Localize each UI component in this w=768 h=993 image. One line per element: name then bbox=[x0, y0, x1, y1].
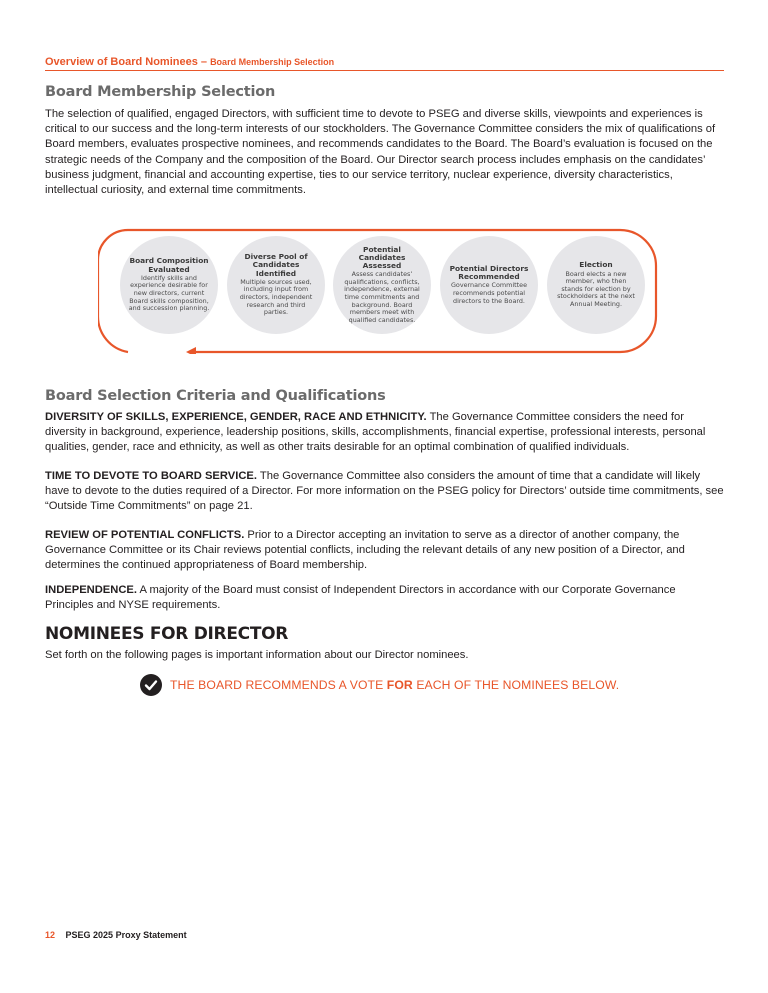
rec-post: EACH OF THE NOMINEES BELOW. bbox=[412, 678, 620, 692]
header-subtitle: Board Membership Selection bbox=[210, 57, 335, 67]
step-title: Potential Candidates Assessed bbox=[358, 244, 406, 271]
document-title: PSEG 2025 Proxy Statement bbox=[65, 930, 187, 940]
checkmark-icon bbox=[140, 674, 162, 696]
criteria-text: Prior to a Director accepting an invitation to serve as a director of another company, the Governance Committee or its Chair reviews potential conflicts, including the relevant details of any new position of a Director, and determines the continued appropriateness of Board membership. bbox=[45, 529, 685, 572]
criteria-label: INDEPENDENCE. bbox=[45, 584, 138, 596]
page-number: 12 bbox=[45, 930, 56, 940]
criteria-item bbox=[45, 410, 725, 456]
criteria-item bbox=[45, 583, 725, 613]
page-footer bbox=[45, 930, 187, 940]
criteria-text: The Governance Committee considers the need for diversity in background, experience, leadership positions, skills, accomplishments, financial expertise, professional interests, personal qualities, gender, race and ethnicity, as well as other traits desirable for an optimal combination of qualified individuals. bbox=[45, 411, 706, 454]
process-step bbox=[227, 236, 325, 334]
step-title: Potential Directors Recommended bbox=[449, 263, 529, 282]
step-desc: Identify skills and experience desirable for new directors, current Board skills composition, and succession planning. bbox=[128, 273, 210, 313]
process-step bbox=[547, 236, 645, 334]
step-desc: Multiple sources used, including input from directors, independent research and third parties. bbox=[239, 277, 313, 317]
criteria-text: A majority of the Board must consist of Independent Directors in accordance with our Corporate Governance Principles and NYSE requirements. bbox=[45, 584, 676, 612]
arrow-head bbox=[186, 347, 196, 354]
rec-bold: FOR bbox=[386, 678, 413, 692]
step-desc: Board elects a new member, who then stands for election by stockholders at the next Annual Meeting. bbox=[557, 269, 635, 308]
criteria-label: DIVERSITY OF SKILLS, EXPERIENCE, GENDER, RACE AND ETHNICITY. bbox=[45, 411, 427, 423]
section-heading-criteria: Board Selection Criteria and Qualifications bbox=[45, 388, 386, 404]
criteria-item bbox=[45, 528, 725, 574]
step-desc: Assess candidates’ qualifications, conflicts, independence, external time commitments and background. Board members meet with qualified candidates. bbox=[344, 270, 420, 324]
step-desc: Governance Committee recommends potential directors to the Board. bbox=[450, 281, 528, 305]
criteria-text: The Governance Committee also considers the amount of time that a candidate will likely have to devote to the duties required of a Director. For more information on the PSEG policy for Directors’ outside time commitments, see “Outside Time Commitments” on page 21. bbox=[45, 470, 724, 513]
process-step bbox=[440, 236, 538, 334]
rec-pre: THE BOARD RECOMMENDS A VOTE bbox=[170, 678, 387, 692]
criteria-label: REVIEW OF POTENTIAL CONFLICTS. bbox=[45, 529, 245, 541]
board-recommendation bbox=[140, 672, 619, 698]
nominees-heading: NOMINEES FOR DIRECTOR bbox=[45, 624, 289, 644]
step-title: Diverse Pool of Candidates Identified bbox=[244, 252, 308, 278]
membership-paragraph: The selection of qualified, engaged Directors, with sufficient time to devote to PSEG and diverse skills, viewpoints and experiences is critical to our success and the long-term interests of our stockholders. The Governance Committee considers the mix of qualifications of Board members, evaluates prospective nominees, and recommends candidates to the Board. The Board’s evaluation is focused on the strategic needs of the Company and the composition of the Board. Our Director search process includes emphasis on the candidates’ business judgment, financial and accounting expertise, ties to our service territory, nuclear experience, diversity characteristics, intellectual curiosity, and external time commitments. bbox=[45, 108, 716, 197]
nominees-intro: Set forth on the following pages is important information about our Director nominees. bbox=[45, 649, 469, 661]
criteria-label: TIME TO DEVOTE TO BOARD SERVICE. bbox=[45, 470, 257, 482]
process-step bbox=[333, 236, 431, 334]
recommendation-text bbox=[170, 678, 619, 692]
process-step bbox=[120, 236, 218, 334]
step-title: Election bbox=[579, 260, 613, 270]
step-title: Board Composition Evaluated bbox=[129, 256, 209, 274]
criteria-item bbox=[45, 469, 725, 515]
header-title: Overview of Board Nominees – bbox=[45, 56, 207, 68]
section-heading-membership: Board Membership Selection bbox=[45, 84, 276, 100]
page-header bbox=[45, 56, 724, 71]
